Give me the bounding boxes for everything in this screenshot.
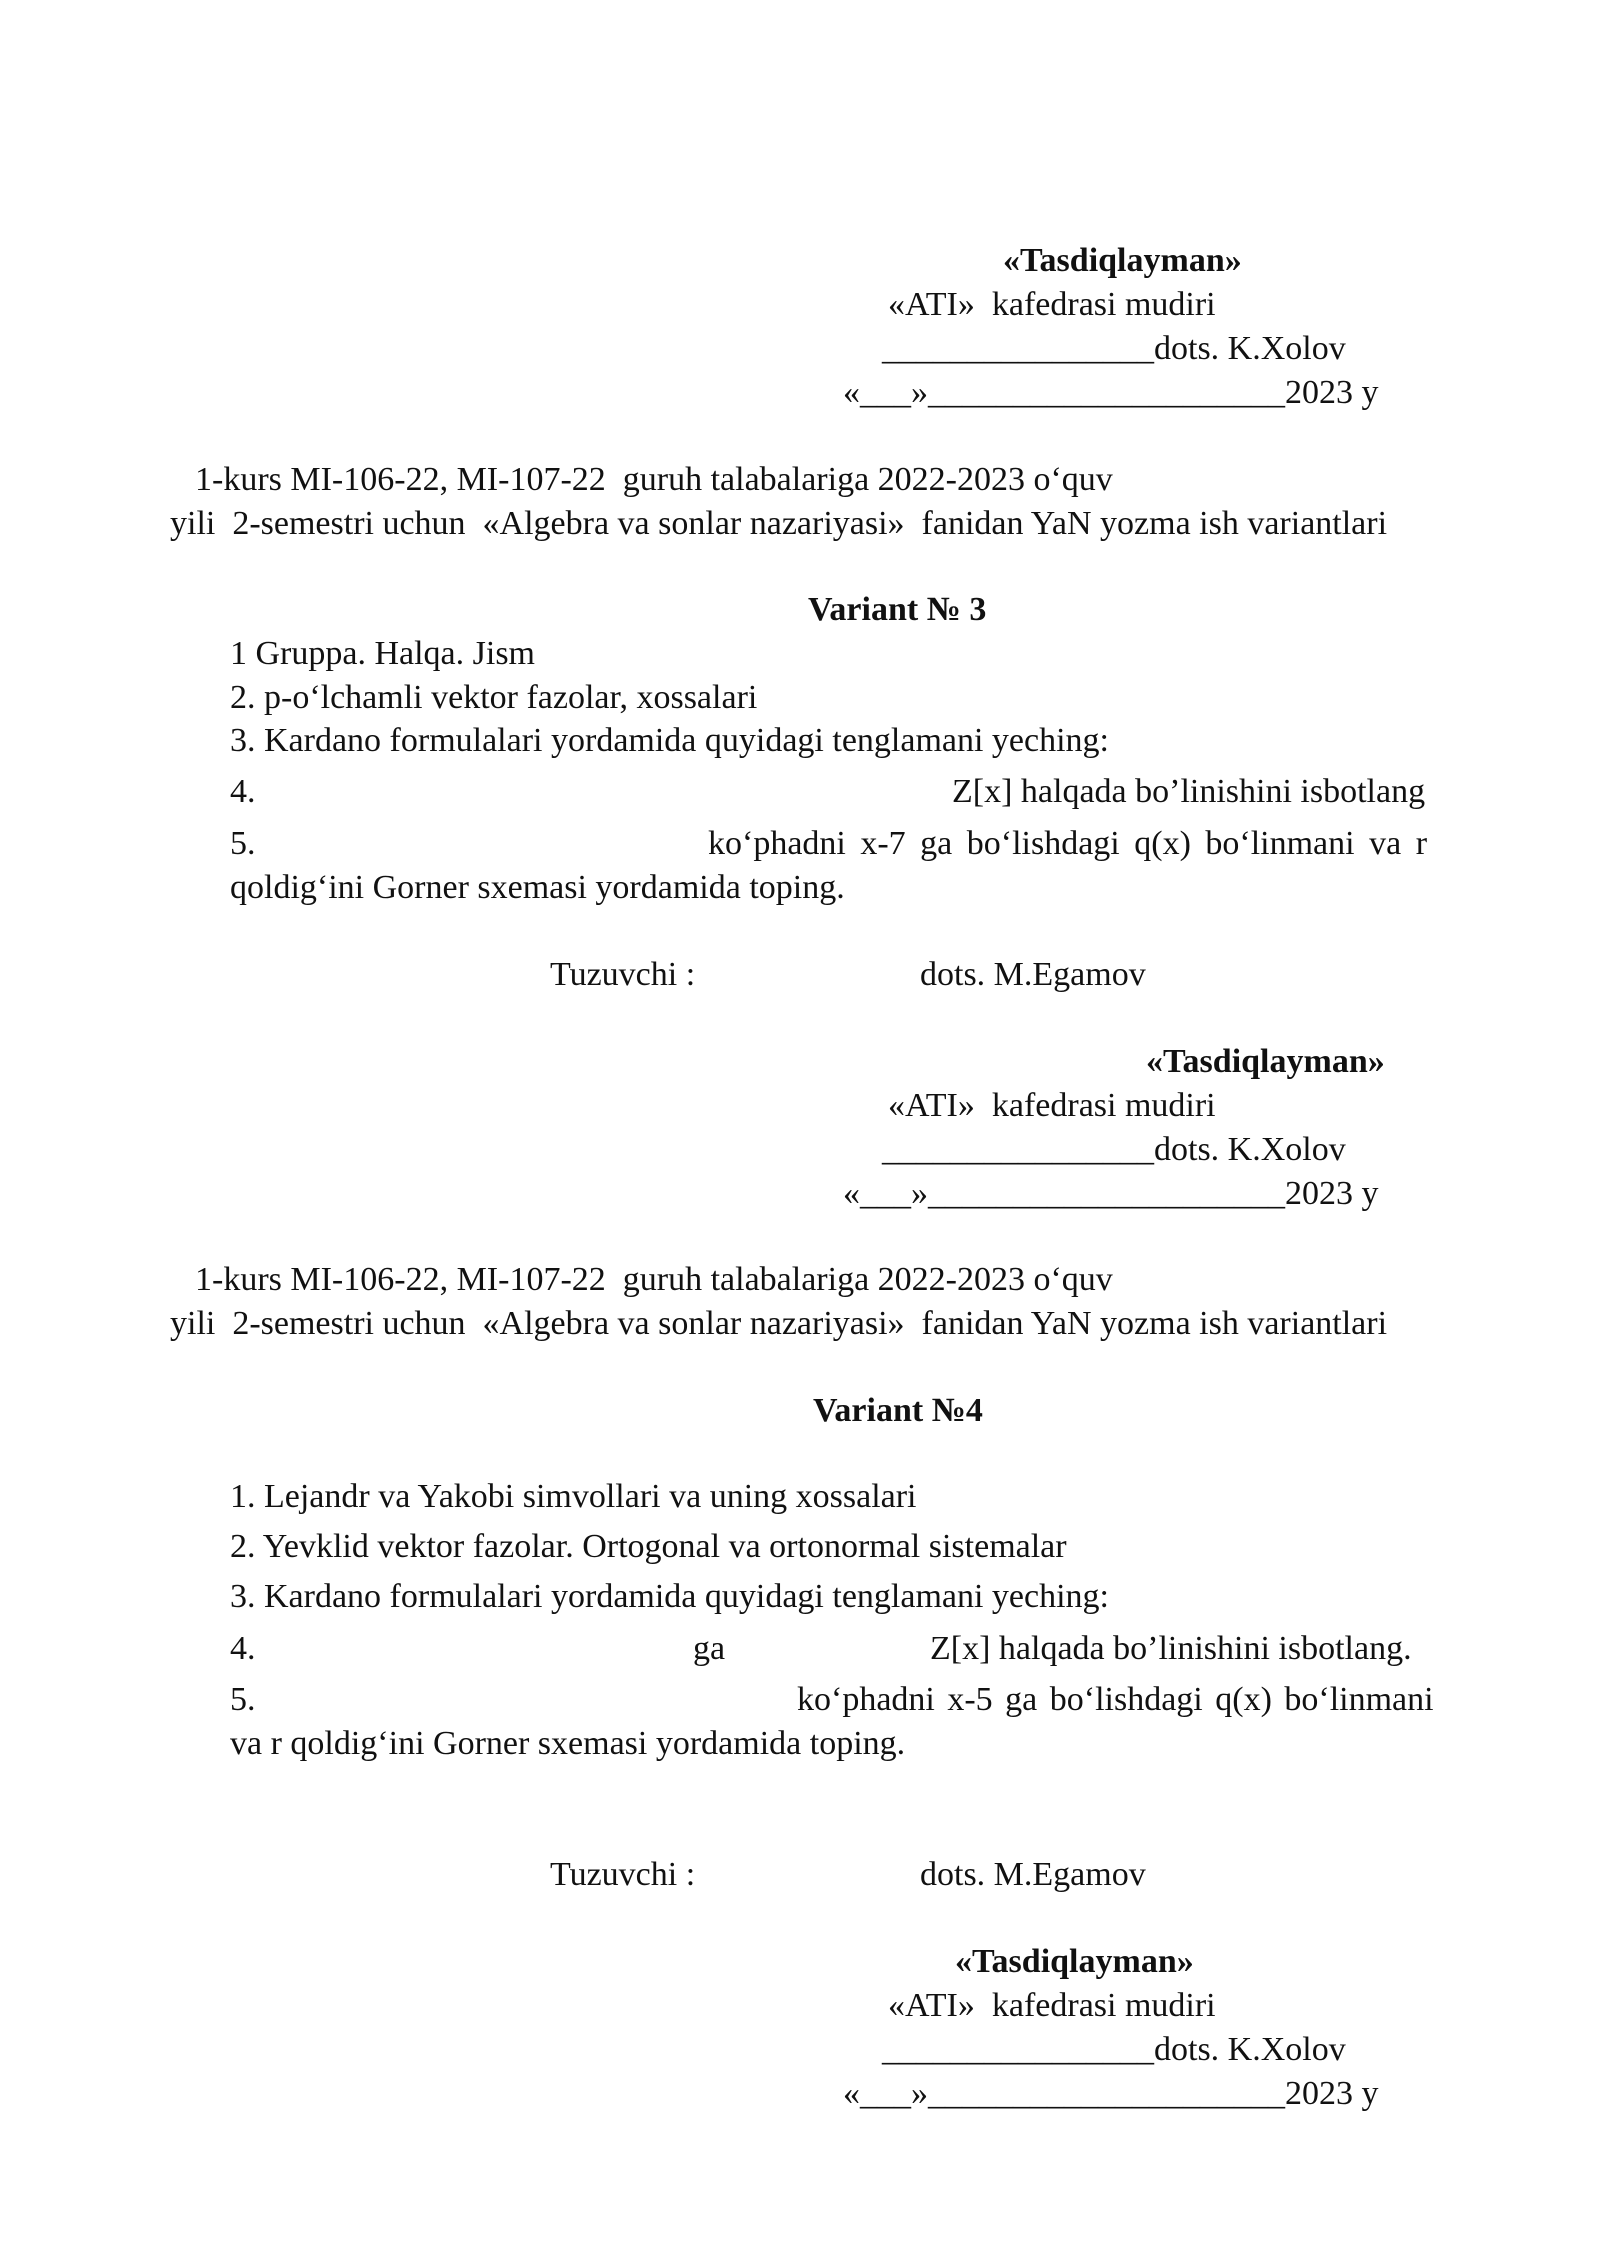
- question-5-number: 5.: [230, 825, 256, 862]
- question-5-text: ko‘phadni x-5 ga bo‘lishdagi q(x) bo‘linmani: [797, 1681, 1434, 1718]
- question-5-continuation: qoldig‘ini Gorner sxemasi yordamida toping.: [230, 869, 845, 906]
- author-label: Tuzuvchi :: [550, 956, 696, 993]
- intro-line-1: 1-kurs MI-106-22, MI-107-22 guruh talabalariga 2022-2023 o‘quv: [195, 1261, 1113, 1298]
- question-3: 3. Kardano formulalari yordamida quyidagi tenglamani yeching:: [230, 722, 1110, 759]
- variant-heading: Variant № 3: [808, 591, 987, 628]
- approval-position: «ATI» kafedrasi mudiri: [888, 1087, 1216, 1124]
- approval-date: «___»_____________________2023 y: [843, 1175, 1379, 1212]
- question-3: 3. Kardano formulalari yordamida quyidagi tenglamani yeching:: [230, 1578, 1110, 1615]
- question-5-text-content: ko‘phadni x-7 ga bo‘lishdagi q(x) bo‘linmani va r: [708, 825, 1428, 862]
- question-5-number: 5.: [230, 1681, 256, 1718]
- approval-date: «___»_____________________2023 y: [843, 2075, 1379, 2112]
- approval-signature: ________________dots. K.Xolov: [882, 1131, 1346, 1168]
- approval-title: «Tasdiqlayman»: [1146, 1043, 1385, 1080]
- question-2: 2. Yevklid vektor fazolar. Ortogonal va ortonormal sistemalar: [230, 1528, 1067, 1565]
- author-label: Tuzuvchi :: [550, 1856, 696, 1893]
- approval-title: «Tasdiqlayman»: [955, 1943, 1194, 1980]
- approval-title: «Tasdiqlayman»: [1003, 242, 1242, 279]
- approval-position: «ATI» kafedrasi mudiri: [888, 286, 1216, 323]
- question-4-text: Z[x] halqada bo’linishini isbotlang.: [930, 1630, 1412, 1667]
- approval-date: «___»_____________________2023 y: [843, 374, 1379, 411]
- question-2: 2. p-o‘lchamli vektor fazolar, xossalari: [230, 679, 758, 716]
- question-1: 1 Gruppa. Halqa. Jism: [230, 635, 536, 672]
- question-4-text: Z[x] halqada bo’linishini isbotlang: [952, 773, 1426, 810]
- question-4-number: 4.: [230, 773, 256, 810]
- approval-signature: ________________dots. K.Xolov: [882, 330, 1346, 367]
- approval-signature: ________________dots. K.Xolov: [882, 2031, 1346, 2068]
- intro-line-2: yili 2-semestri uchun «Algebra va sonlar nazariyasi» fanidan YaN yozma ish variantlari: [170, 1305, 1388, 1342]
- question-5-continuation: va r qoldig‘ini Gorner sxemasi yordamida toping.: [230, 1725, 906, 1762]
- variant-heading: Variant №4: [813, 1392, 983, 1429]
- intro-line-1: 1-kurs MI-106-22, MI-107-22 guruh talabalariga 2022-2023 o‘quv: [195, 461, 1113, 498]
- author-name: dots. M.Egamov: [920, 956, 1146, 993]
- question-4-connector: ga: [693, 1630, 726, 1667]
- question-4-number: 4.: [230, 1630, 256, 1667]
- question-1: 1. Lejandr va Yakobi simvollari va uning xossalari: [230, 1478, 917, 1515]
- approval-position: «ATI» kafedrasi mudiri: [888, 1987, 1216, 2024]
- intro-line-2: yili 2-semestri uchun «Algebra va sonlar nazariyasi» fanidan YaN yozma ish variantlari: [170, 505, 1388, 542]
- question-5-text: [708, 827, 1490, 861]
- author-name: dots. M.Egamov: [920, 1856, 1146, 1893]
